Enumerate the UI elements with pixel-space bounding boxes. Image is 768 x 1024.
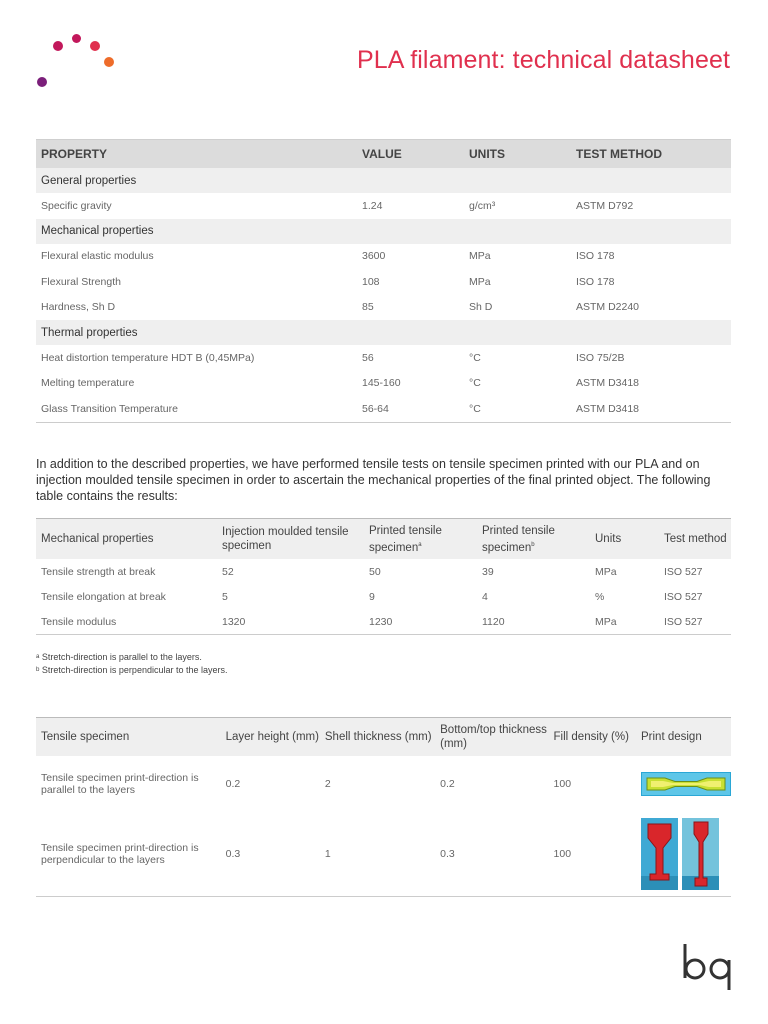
property-units: °C bbox=[464, 396, 571, 422]
property-name: Hardness, Sh D bbox=[41, 301, 116, 314]
col-printed-a bbox=[364, 519, 477, 560]
bottom-top-thickness: 0.2 bbox=[440, 778, 455, 790]
logo-dot-magenta bbox=[53, 41, 63, 51]
print-header-row bbox=[36, 718, 731, 757]
logo-dot-orange bbox=[104, 57, 114, 67]
property-name: Flexural elastic modulus bbox=[41, 250, 154, 263]
col-layer-height: Layer height (mm) bbox=[221, 718, 320, 757]
property-units: MPa bbox=[469, 250, 491, 263]
col-test-method: Test method bbox=[659, 519, 731, 560]
tensile-results-table bbox=[36, 518, 731, 635]
property-method: ASTM D3418 bbox=[571, 396, 731, 422]
property-name: Melting temperature bbox=[41, 377, 135, 390]
col-bottom-top-thickness: Bottom/top thickness (mm) bbox=[435, 718, 548, 757]
col-fill-density: Fill density (%) bbox=[549, 718, 636, 757]
section-row bbox=[36, 320, 731, 345]
property-name: Glass Transition Temperature bbox=[36, 396, 357, 422]
tensile-printed-a: 1230 bbox=[364, 609, 477, 635]
tensile-property: Tensile modulus bbox=[36, 609, 217, 635]
table-row bbox=[36, 812, 731, 897]
tensile-method: ISO 527 bbox=[659, 609, 731, 635]
tensile-printed-b: 39 bbox=[482, 565, 494, 578]
bq-logo bbox=[683, 944, 733, 990]
vertical-specimen-thumbnail bbox=[641, 818, 719, 890]
col-test-method: TEST METHOD bbox=[571, 140, 731, 169]
table-row bbox=[36, 371, 731, 397]
table-row bbox=[36, 396, 731, 422]
tensile-method: ISO 527 bbox=[664, 590, 703, 603]
col-units: Units bbox=[590, 519, 659, 560]
property-value: 1.24 bbox=[362, 199, 383, 212]
property-units: Sh D bbox=[469, 301, 493, 314]
specimen-description: Tensile specimen print-direction is perpendicular to the layers bbox=[36, 812, 221, 897]
property-units: MPa bbox=[469, 275, 491, 288]
property-value: 108 bbox=[362, 275, 380, 288]
property-method: ASTM D792 bbox=[576, 199, 634, 212]
layer-height: 0.2 bbox=[225, 778, 241, 790]
col-mechanical-properties: Mechanical properties bbox=[36, 519, 217, 560]
table-row bbox=[36, 269, 731, 295]
property-method: ISO 178 bbox=[576, 275, 615, 288]
print-settings-table bbox=[36, 717, 731, 897]
property-units: °C bbox=[469, 377, 481, 390]
intro-paragraph: In addition to the described properties, we have performed tensile tests on tensile specimen printed with our PLA and on injection moulded tensile specimen in order to ascertain the mechanical properties of the final printed object. The following table contains the results: bbox=[36, 457, 711, 503]
table-row bbox=[36, 345, 731, 371]
table-row bbox=[36, 756, 731, 812]
col-units: UNITS bbox=[464, 140, 571, 169]
tensile-method: ISO 527 bbox=[664, 565, 703, 578]
col-property: PROPERTY bbox=[36, 140, 357, 169]
property-method: ASTM D3418 bbox=[576, 377, 640, 390]
col-tensile-specimen: Tensile specimen bbox=[36, 718, 221, 757]
col-printed-a-sup: a bbox=[418, 541, 422, 548]
property-units: g/cm³ bbox=[469, 199, 496, 212]
properties-header-row bbox=[36, 140, 731, 169]
property-method: ASTM D2240 bbox=[576, 301, 640, 314]
table-row bbox=[36, 609, 731, 635]
logo-dot-magenta-top bbox=[72, 34, 81, 43]
table-row bbox=[36, 244, 731, 270]
section-label: Mechanical properties bbox=[36, 219, 731, 244]
footnote-a: ᵃ Stretch-direction is parallel to the layers. bbox=[36, 652, 202, 662]
tensile-header-row bbox=[36, 519, 731, 560]
section-row bbox=[36, 219, 731, 244]
table-row bbox=[36, 584, 731, 609]
col-shell-thickness: Shell thickness (mm) bbox=[320, 718, 435, 757]
section-label: Thermal properties bbox=[36, 320, 731, 345]
table-row bbox=[36, 559, 731, 584]
tensile-printed-b: 1120 bbox=[477, 609, 590, 635]
col-printed-b bbox=[477, 519, 590, 560]
fill-density: 100 bbox=[553, 778, 572, 790]
tensile-units: MPa bbox=[590, 609, 659, 635]
table-row bbox=[36, 295, 731, 321]
property-method: ISO 178 bbox=[576, 250, 615, 263]
property-name: Flexural Strength bbox=[41, 275, 121, 288]
logo-dot-purple bbox=[37, 77, 47, 87]
property-value: 145-160 bbox=[362, 377, 401, 390]
properties-table bbox=[36, 139, 731, 423]
tensile-units: % bbox=[595, 590, 605, 603]
tensile-property: Tensile strength at break bbox=[41, 565, 156, 578]
tensile-injection: 52 bbox=[222, 565, 234, 578]
layer-height: 0.3 bbox=[221, 812, 320, 897]
bottom-top-thickness: 0.3 bbox=[435, 812, 548, 897]
tensile-printed-a: 50 bbox=[369, 565, 381, 578]
page-title: PLA filament: technical datasheet bbox=[357, 46, 730, 74]
col-printed-b-sup: b bbox=[531, 541, 535, 548]
col-injection-moulded: Injection moulded tensile specimen bbox=[217, 519, 364, 560]
shell-thickness: 1 bbox=[320, 812, 435, 897]
col-value: VALUE bbox=[357, 140, 464, 169]
tensile-printed-b: 4 bbox=[482, 590, 488, 603]
table-row bbox=[36, 193, 731, 219]
property-units: °C bbox=[469, 351, 481, 364]
property-name: Heat distortion temperature HDT B (0,45MPa) bbox=[41, 351, 255, 364]
tensile-printed-a: 9 bbox=[369, 590, 375, 603]
footnote-b: ᵇ Stretch-direction is perpendicular to the layers. bbox=[36, 664, 228, 675]
col-printed-b-label: Printed tensile specimen bbox=[482, 524, 555, 554]
tensile-injection: 5 bbox=[222, 590, 228, 603]
property-method: ISO 75/2B bbox=[576, 351, 625, 364]
section-row bbox=[36, 168, 731, 193]
horizontal-specimen-thumbnail bbox=[641, 772, 731, 796]
shell-thickness: 2 bbox=[324, 778, 331, 790]
print-design-cell bbox=[636, 756, 731, 812]
fill-density: 100 bbox=[549, 812, 636, 897]
property-value: 85 bbox=[362, 301, 374, 314]
tensile-property: Tensile elongation at break bbox=[41, 590, 166, 603]
tensile-injection: 1320 bbox=[217, 609, 364, 635]
specimen-description: Tensile specimen print-direction is parallel to the layers bbox=[41, 772, 199, 796]
logo-dots bbox=[0, 0, 130, 100]
section-label: General properties bbox=[36, 168, 731, 193]
property-value: 3600 bbox=[362, 250, 386, 263]
property-name: Specific gravity bbox=[41, 199, 112, 212]
property-value: 56-64 bbox=[357, 396, 464, 422]
footnotes bbox=[36, 651, 228, 676]
print-design-cell bbox=[636, 812, 731, 897]
logo-dot-pink bbox=[90, 41, 100, 51]
property-value: 56 bbox=[362, 351, 374, 364]
tensile-units: MPa bbox=[595, 565, 617, 578]
col-print-design: Print design bbox=[636, 718, 731, 757]
col-printed-a-label: Printed tensile specimen bbox=[369, 524, 442, 554]
